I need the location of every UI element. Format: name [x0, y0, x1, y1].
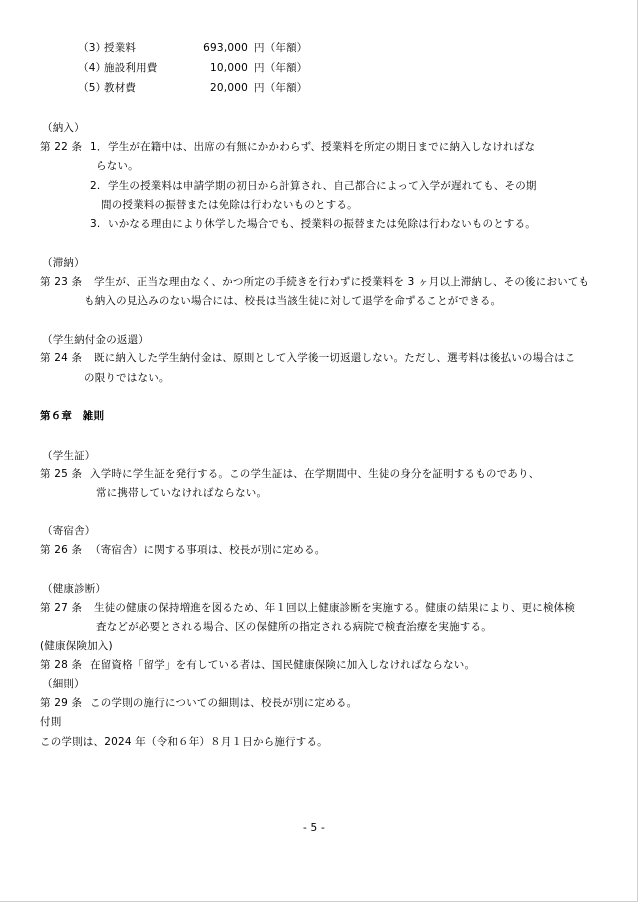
article-29-number: 第 29 条 [40, 697, 83, 709]
article-23-number: 第 23 条 [40, 276, 83, 288]
article-27-number: 第 27 条 [40, 602, 83, 614]
article-27-line2: 査などが必要とされる場合、区の保健所の指定される病院で検査治療を実施する。 [96, 621, 492, 633]
article-26-line1: （寄宿舎）に関する事項は、校長が別に定める。 [90, 544, 326, 556]
article-25-line2: 常に携帯していなければならない。 [96, 487, 268, 499]
article-28-number: 第 28 条 [40, 659, 83, 671]
article-26-heading: （寄宿舎） [42, 525, 96, 537]
article-26-number: 第 26 条 [40, 544, 83, 556]
article-22-p3-number: 3. [90, 218, 101, 230]
article-23-heading: （滞納） [42, 257, 85, 269]
fee-4-amount: 10,000 [210, 62, 248, 74]
article-24-line2: の限りではない。 [84, 372, 170, 384]
fee-4-unit: 円（年額） [254, 62, 308, 74]
chapter-6-title: 第６章 雑則 [40, 410, 105, 422]
fee-5-unit: 円（年額） [254, 82, 308, 94]
fee-3-unit: 円（年額） [254, 42, 308, 54]
article-22-p3-line1: いかなる理由により休学した場合でも、授業料の振替または免除は行わないものとする。 [108, 218, 536, 230]
article-25-number: 第 25 条 [40, 468, 83, 480]
fee-4-label: 施設利用費 [104, 62, 158, 74]
article-29-line1: この学則の施行についての細則は、校長が別に定める。 [90, 697, 358, 709]
article-25-heading: （学生証） [42, 450, 96, 462]
article-22-p1-line1: 学生が在籍中は、出席の有無にかかわらず、授業料を所定の期日までに納入しなければな [108, 141, 536, 153]
fee-5-label: 教材費 [104, 82, 137, 94]
fee-3-number: （3） [78, 42, 107, 54]
article-28-heading: (健康保険加入) [40, 640, 113, 652]
supplementary-line1: この学則は、2024 年（令和６年）８月１日から施行する。 [40, 736, 328, 748]
fee-5-number: （5） [78, 82, 107, 94]
article-25-line1: 入学時に学生証を発行する。この学生証は、在学期間中、生徒の身分を証明するものであり、 [90, 468, 540, 480]
article-28-line1: 在留資格「留学」を有している者は、国民健康保険に加入しなければならない。 [90, 659, 476, 671]
fee-3-label: 授業料 [104, 42, 137, 54]
article-22-heading: （納入） [42, 122, 85, 134]
article-24-heading: （学生納付金の返還） [42, 334, 149, 346]
fee-5-amount: 20,000 [210, 82, 248, 94]
article-22-number: 第 22 条 [40, 141, 83, 153]
article-22-p2-line1: 学生の授業料は申請学期の初日から計算され、自己都合によって入学が遅れても、その期 [108, 180, 537, 192]
article-27-heading: （健康診断） [42, 583, 107, 595]
article-22-p1-line2: らない。 [96, 160, 139, 172]
page-number: - 5 - [303, 822, 325, 834]
article-22-p2-number: 2. [90, 180, 101, 192]
article-27-line1: 生徒の健康の保持増進を図るため、年１回以上健康診断を実施する。健康の結果により、更に検体検 [94, 602, 576, 614]
article-24-number: 第 24 条 [40, 352, 83, 364]
article-23-line2: も納入の見込みのない場合には、校長は当該生徒に対して退学を命ずることができる。 [84, 295, 502, 307]
fee-4-number: （4） [78, 62, 107, 74]
supplementary-heading: 付則 [40, 716, 62, 728]
article-29-heading: （細則） [42, 678, 85, 690]
fee-3-amount: 693,000 [203, 42, 248, 54]
article-22-p2-line2: 間の授業料の振替または免除は行わないものとする。 [101, 199, 358, 211]
article-22-p1-number: 1． [90, 141, 108, 153]
article-24-line1: 既に納入した学生納付金は、原則として入学後一切返還しない。ただし、選考料は後払いの場合はこ [94, 352, 576, 364]
article-23-line1: 学生が、正当な理由なく、かつ所定の手続きを行わずに授業料を 3 ヶ月以上滞納し、その後においても [94, 276, 590, 288]
